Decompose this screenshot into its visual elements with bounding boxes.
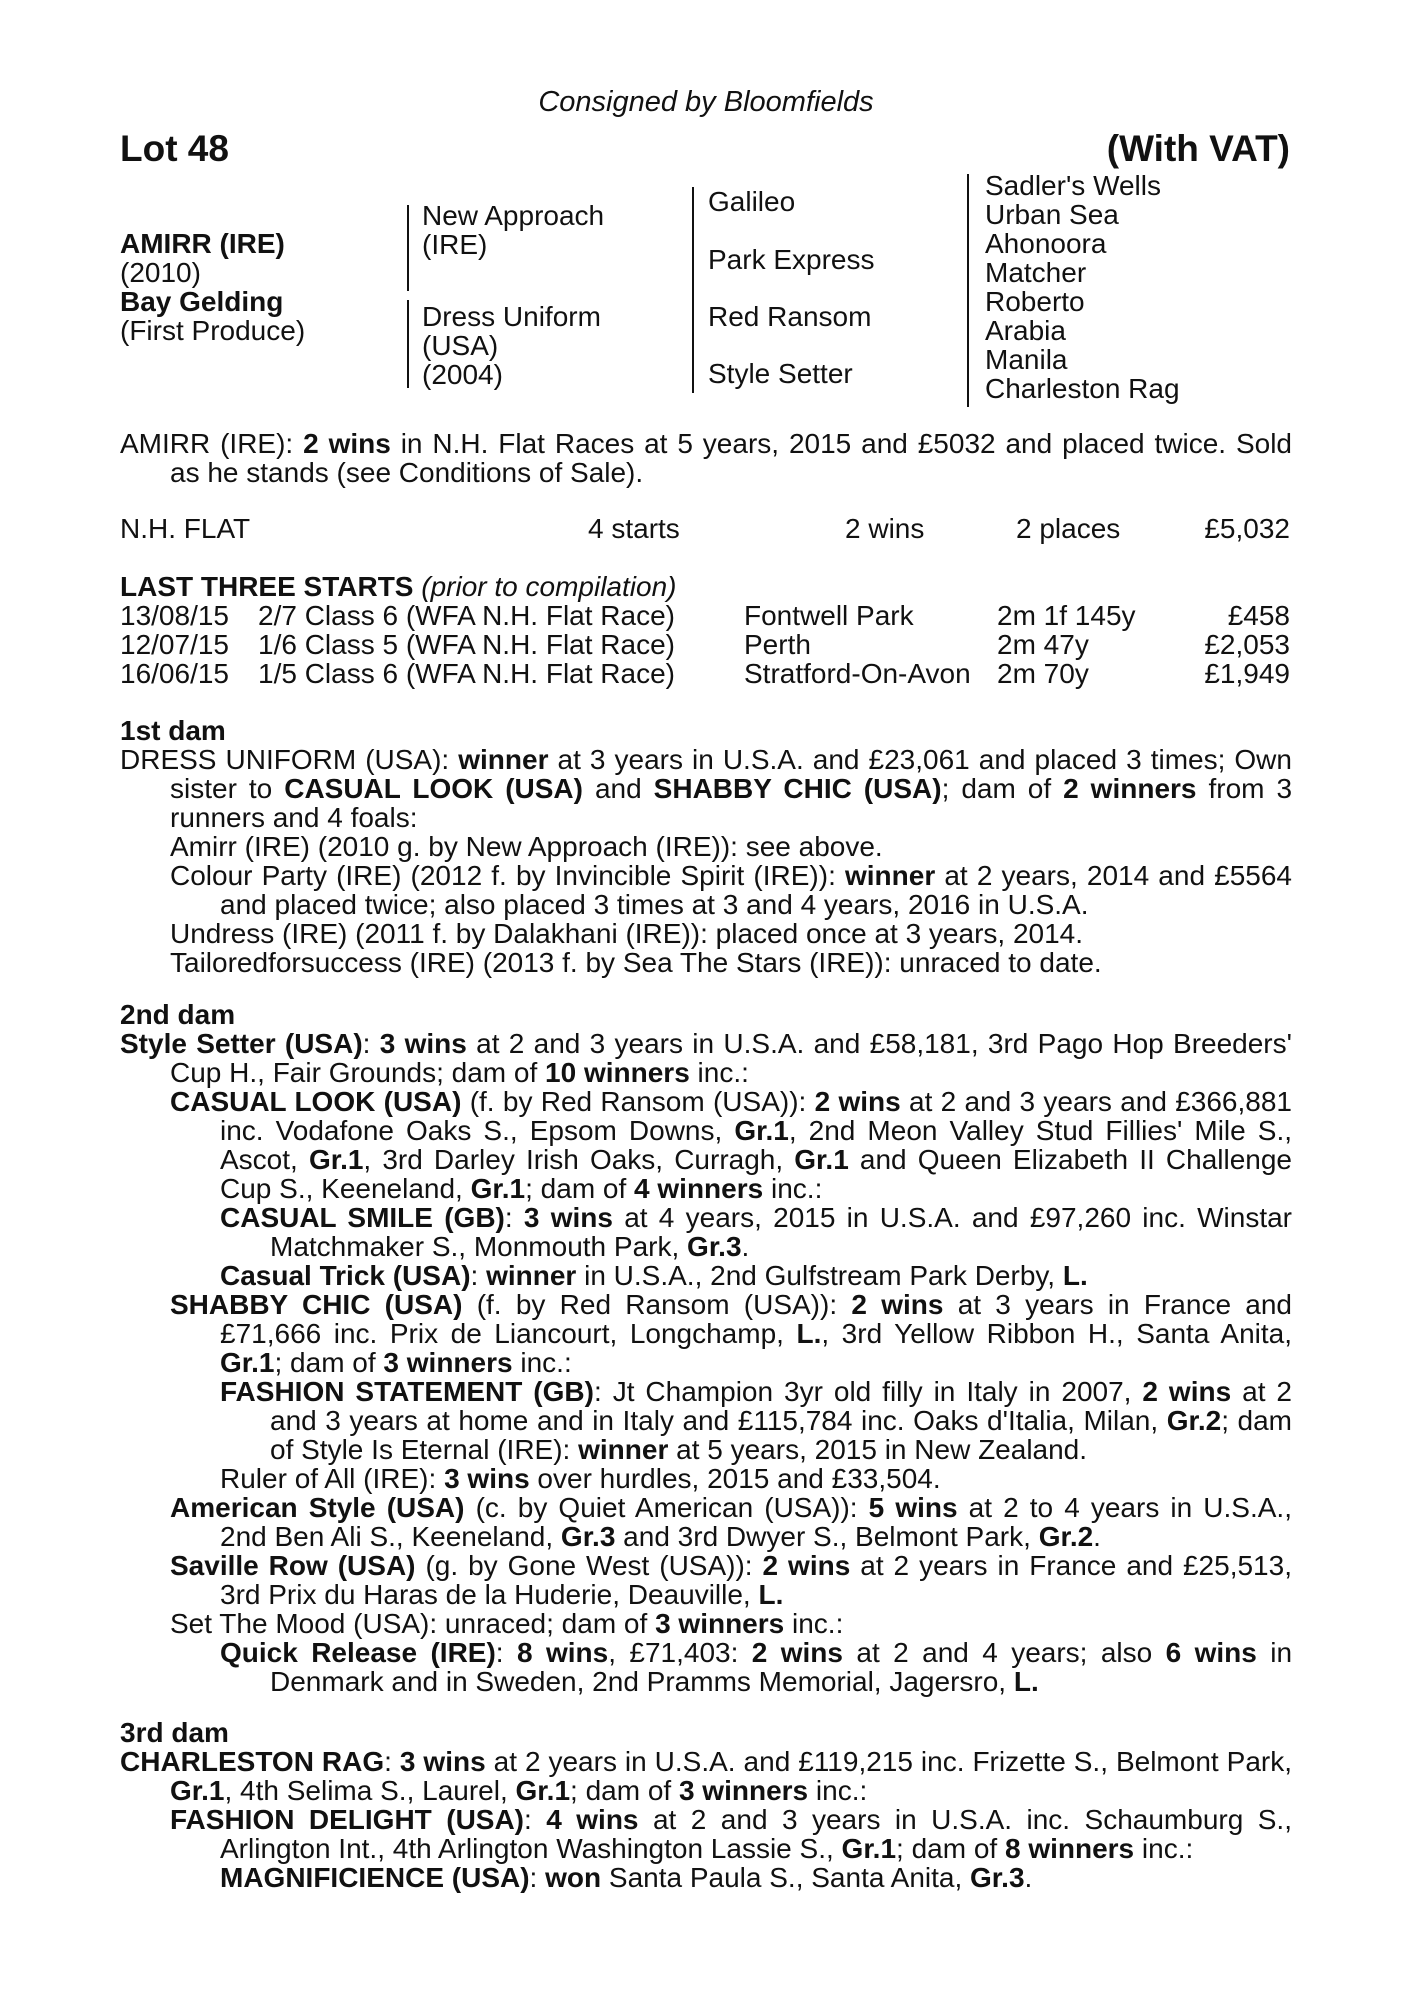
gen3-item: Arabia: [985, 315, 1066, 346]
produce-entry: [120, 1805, 1292, 1863]
txt: inc.:: [1134, 1833, 1194, 1864]
produce-entry: Undress (IRE) (2011 f. by Dalakhani (IRE)): placed once at 3 years, 2014.: [170, 918, 1084, 949]
record-wins: 2 wins: [845, 513, 925, 544]
txt: ; dam of: [941, 773, 1064, 804]
second-dam-para: [120, 1029, 1292, 1087]
txt: at 3 years in U.S.A. and £23,061 and placed 3 times; Own sister to: [170, 744, 1292, 804]
txt: (g. by Gone West (USA)):: [415, 1550, 763, 1581]
txt-bold: SHABBY CHIC (USA): [170, 1289, 463, 1320]
txt: and: [582, 773, 654, 804]
txt-bold: Gr.1: [170, 1775, 225, 1806]
start-prize: £458: [1227, 600, 1290, 631]
txt: inc.:: [784, 1608, 844, 1639]
txt-bold: CHARLESTON RAG: [120, 1746, 385, 1777]
last-three-title: LAST THREE STARTS: [120, 571, 414, 602]
txt: , 3rd Darley Irish Oaks, Curragh,: [363, 1144, 795, 1175]
gen3-item: Ahonoora: [985, 228, 1107, 259]
gen2-item: Park Express: [708, 244, 875, 275]
txt: and 3rd Dwyer S., Belmont Park,: [615, 1521, 1039, 1552]
txt: inc.:: [512, 1347, 572, 1378]
txt-bold: 2 wins: [814, 1086, 901, 1117]
pedigree-sire: [422, 201, 604, 259]
record-label: N.H. FLAT: [120, 513, 251, 544]
txt: at 2 years in France and £25,513, 3rd Prix du Haras de la Huderie, Deauville,: [220, 1550, 1292, 1610]
txt-bold: 2 wins: [851, 1289, 944, 1320]
gen2-item: Red Ransom: [708, 301, 872, 332]
txt: :: [470, 1260, 487, 1291]
gen3-item: Roberto: [985, 286, 1085, 317]
txt-bold: Gr.1: [220, 1347, 275, 1378]
txt: .: [1093, 1521, 1101, 1552]
second-dam-heading: 2nd dam: [120, 999, 236, 1030]
record-earnings: £5,032: [1204, 513, 1290, 544]
txt: at 2 years in U.S.A. and £119,215 inc. Frizette S., Belmont Park,: [485, 1746, 1292, 1777]
txt: :: [529, 1862, 546, 1893]
txt-bold: Gr.3: [560, 1521, 616, 1552]
txt: Set The Mood (USA): unraced; dam of: [170, 1608, 656, 1639]
txt: at 4 years, 2015 in U.S.A. and £97,260 inc. Winstar Matchmaker S., Monmouth Park,: [270, 1202, 1292, 1262]
txt-bold: 3 wins: [379, 1028, 467, 1059]
txt-bold: winner: [486, 1260, 577, 1291]
gen2-item: Galileo: [708, 186, 796, 217]
txt-bold: 2 wins: [1142, 1376, 1232, 1407]
gen3-item: Sadler's Wells: [985, 170, 1161, 201]
third-dam-heading: 3rd dam: [120, 1717, 229, 1748]
gen3-item: Manila: [985, 344, 1068, 375]
start-prize: £2,053: [1204, 629, 1290, 660]
txt: , 3rd Yellow Ribbon H., Santa Anita,: [821, 1318, 1292, 1349]
txt-bold: 3 winners: [678, 1775, 809, 1806]
txt-bold: L.: [758, 1579, 784, 1610]
lot-number: Lot 48: [120, 128, 229, 169]
txt: in Denmark and in Sweden, 2nd Pramms Memorial, Jagersro,: [270, 1637, 1293, 1697]
produce-entry: [120, 1551, 1292, 1609]
txt-bold: 3 wins: [399, 1746, 486, 1777]
txt-bold: 5 wins: [868, 1492, 958, 1523]
vat-label: (With VAT): [1106, 128, 1290, 169]
txt-bold: L.: [1062, 1260, 1088, 1291]
txt-bold: MAGNIFICIENCE (USA): [220, 1862, 530, 1893]
start-course: Perth: [744, 629, 811, 660]
pedigree-gen3: [985, 171, 1180, 403]
third-dam-para: [120, 1747, 1292, 1805]
txt-bold: Style Setter (USA): [120, 1028, 363, 1059]
txt-bold: CASUAL LOOK (USA): [284, 773, 583, 804]
gen3-item: Matcher: [985, 257, 1087, 288]
dam-country: (USA): [422, 330, 499, 361]
start-distance: 2m 70y: [997, 658, 1089, 689]
start-date: 16/06/15: [120, 658, 229, 689]
txt: over hurdles, 2015 and £33,504.: [529, 1463, 941, 1494]
txt: :: [384, 1746, 400, 1777]
txt: :: [362, 1028, 380, 1059]
pedigree-line-sire: [407, 205, 409, 291]
dam-name: Dress Uniform: [422, 301, 601, 332]
start-distance: 2m 1f 145y: [997, 600, 1136, 631]
start-course: Fontwell Park: [744, 600, 914, 631]
txt-bold: FASHION STATEMENT (GB): [220, 1376, 594, 1407]
produce-entry: [120, 1087, 1292, 1203]
start-date: 13/08/15: [120, 600, 229, 631]
txt-bold: 3 wins: [444, 1463, 530, 1494]
txt: and Queen Elizabeth II Challenge Cup S., Keeneland,: [220, 1144, 1292, 1204]
txt: , £71,403:: [608, 1637, 752, 1668]
txt: Colour Party (IRE) (2012 f. by Invincible Spirit (IRE)):: [170, 860, 845, 891]
txt: : Jt Champion 3yr old filly in Italy in 2007,: [593, 1376, 1143, 1407]
txt: .: [1024, 1862, 1033, 1893]
produce-entry: [120, 861, 1292, 919]
horse-identity: [120, 229, 305, 345]
record-starts: 4 starts: [588, 513, 680, 544]
produce-entry: Tailoredforsuccess (IRE) (2013 f. by Sea The Stars (IRE)): unraced to date.: [170, 947, 1102, 978]
txt-bold: 6 wins: [1165, 1637, 1257, 1668]
start-race: 1/5 Class 6 (WFA N.H. Flat Race): [258, 658, 675, 689]
txt-bold: Gr.3: [970, 1862, 1025, 1893]
txt-bold: winner: [844, 860, 936, 891]
dam-year: (2004): [422, 359, 503, 390]
produce-entry: [120, 1464, 1292, 1493]
txt-bold: 2 wins: [762, 1550, 851, 1581]
produce-entry: [120, 1290, 1292, 1377]
txt: .: [741, 1231, 750, 1262]
start-date: 12/07/15: [120, 629, 229, 660]
txt-bold: 8 winners: [1004, 1833, 1135, 1864]
txt: (c. by Quiet American (USA)):: [464, 1492, 869, 1523]
txt: ; dam of: [570, 1775, 679, 1806]
txt: at 2 and 3 years in U.S.A. and £58,181, 3rd Pago Hop Breeders' Cup H., Fair Grounds; dam of: [170, 1028, 1292, 1088]
start-course: Stratford-On-Avon: [744, 658, 971, 689]
pedigree-line-dam: [407, 300, 409, 388]
txt-bold: 4 wins: [546, 1804, 639, 1835]
txt-bold: winner: [458, 744, 549, 775]
txt: Santa Paula S., Santa Anita,: [601, 1862, 971, 1893]
txt-bold: won: [545, 1862, 602, 1893]
produce-entry: [120, 1609, 1292, 1638]
produce-entry: [120, 1203, 1292, 1261]
txt-bold: 4 winners: [634, 1173, 764, 1204]
first-dam-heading: 1st dam: [120, 715, 226, 746]
txt-bold: Gr.1: [515, 1775, 571, 1806]
txt: inc.:: [689, 1057, 749, 1088]
txt: at 2 to 4 years in U.S.A., 2nd Ben Ali S., Keeneland,: [220, 1492, 1292, 1552]
gen3-item: Charleston Rag: [985, 373, 1180, 404]
txt: at 5 years, 2015 in New Zealand.: [668, 1434, 1088, 1465]
txt-bold: Gr.2: [1038, 1521, 1094, 1552]
txt-bold: American Style (USA): [170, 1492, 465, 1523]
txt: at 2 years, 2014 and £5564 and placed twice; also placed 3 times at 3 and 4 years, 2016 in U.S.A.: [220, 860, 1293, 920]
sire-name: New Approach: [422, 200, 605, 231]
summary-name: AMIRR (IRE):: [120, 428, 304, 459]
txt-bold: 3 wins: [523, 1202, 613, 1233]
txt: inc.:: [808, 1775, 868, 1806]
horse-note: (First Produce): [120, 315, 306, 346]
start-prize: £1,949: [1204, 658, 1290, 689]
txt-bold: CASUAL LOOK (USA): [170, 1086, 462, 1117]
txt-bold: 2 wins: [751, 1637, 843, 1668]
sire-country: (IRE): [422, 229, 488, 260]
pedigree-line-gen2: [692, 187, 694, 393]
txt: ; dam of: [896, 1833, 1005, 1864]
txt-bold: CASUAL SMILE (GB): [220, 1202, 505, 1233]
txt: :: [524, 1804, 547, 1835]
txt-bold: Gr.1: [734, 1115, 789, 1146]
txt-bold: Gr.2: [1166, 1405, 1222, 1436]
txt: (f. by Red Ransom (USA)):: [461, 1086, 815, 1117]
txt-bold: Gr.3: [687, 1231, 742, 1262]
txt: at 3 years in France and £71,666 inc. Prix de Liancourt, Longchamp,: [220, 1289, 1292, 1349]
produce-entry: [120, 1377, 1292, 1464]
txt-bold: L.: [796, 1318, 822, 1349]
txt-bold: L.: [1013, 1666, 1039, 1697]
gen2-item: Style Setter: [708, 358, 853, 389]
record-places: 2 places: [1016, 513, 1121, 544]
consigned-by: Consigned by Bloomfields: [538, 86, 874, 118]
txt-bold: 3 winners: [383, 1347, 513, 1378]
txt-bold: Quick Release (IRE): [220, 1637, 496, 1668]
txt: Ruler of All (IRE):: [220, 1463, 445, 1494]
txt: at 2 and 3 years in U.S.A. inc. Schaumburg S., Arlington Int., 4th Arlington Washington Lassie S.,: [220, 1804, 1292, 1864]
horse-year: (2010): [120, 257, 201, 288]
txt-bold: 8 wins: [516, 1637, 609, 1668]
txt-bold: Casual Trick (USA): [220, 1260, 471, 1291]
pedigree-dam: [422, 302, 601, 389]
txt-bold: 10 winners: [545, 1057, 690, 1088]
produce-entry: Amirr (IRE) (2010 g. by New Approach (IRE)): see above.: [170, 831, 883, 862]
txt-bold: SHABBY CHIC (USA): [653, 773, 942, 804]
start-distance: 2m 47y: [997, 629, 1089, 660]
txt-bold: winner: [578, 1434, 669, 1465]
summary-text: in N.H. Flat Races at 5 years, 2015 and £5032 and placed twice. Sold as he stands (see Conditions of Sale).: [170, 428, 1292, 488]
txt-bold: FASHION DELIGHT (USA): [170, 1804, 525, 1835]
horse-name: AMIRR (IRE): [120, 228, 285, 259]
txt: ; dam of: [525, 1173, 635, 1204]
txt-bold: Gr.1: [841, 1833, 897, 1864]
txt: in U.S.A., 2nd Gulfstream Park Derby,: [576, 1260, 1063, 1291]
txt-bold: Gr.1: [794, 1144, 849, 1175]
txt: (f. by Red Ransom (USA)):: [462, 1289, 852, 1320]
txt: DRESS UNIFORM (USA):: [120, 744, 459, 775]
first-dam-section: [120, 716, 1292, 977]
txt: at 2 and 4 years; also: [843, 1637, 1166, 1668]
txt-bold: 2 winners: [1063, 773, 1197, 804]
start-race: 1/6 Class 5 (WFA N.H. Flat Race): [258, 629, 675, 660]
start-race: 2/7 Class 6 (WFA N.H. Flat Race): [258, 600, 675, 631]
summary-wins: 2 wins: [303, 428, 391, 459]
produce-entry: [120, 1863, 1292, 1892]
txt: ; dam of Style Is Eternal (IRE):: [270, 1405, 1292, 1465]
txt: :: [495, 1637, 517, 1668]
txt: inc.:: [763, 1173, 823, 1204]
txt-bold: Saville Row (USA): [170, 1550, 416, 1581]
pedigree-line-gen3: [967, 174, 969, 407]
txt: at 2 and 3 years at home and in Italy and £115,784 inc. Oaks d'Italia, Milan,: [270, 1376, 1293, 1436]
txt: ; dam of: [274, 1347, 384, 1378]
last-three-heading: [120, 572, 676, 601]
first-dam-para: [120, 745, 1292, 832]
txt-bold: Gr.1: [470, 1173, 526, 1204]
txt: at 2 and 3 years and £366,881 inc. Vodafone Oaks S., Epsom Downs,: [220, 1086, 1292, 1146]
produce-entry: [120, 1638, 1292, 1696]
summary-paragraph: [120, 429, 1292, 487]
txt-bold: 3 winners: [655, 1608, 785, 1639]
last-three-subtitle: (prior to compilation): [413, 571, 677, 602]
txt: , 2nd Meon Valley Stud Fillies' Mile S., Ascot,: [220, 1115, 1292, 1175]
txt-bold: Gr.1: [308, 1144, 364, 1175]
third-dam-section: [120, 1718, 1292, 1892]
txt: from 3 runners and 4 foals:: [170, 773, 1293, 833]
gen3-item: Urban Sea: [985, 199, 1119, 230]
horse-sex: Bay Gelding: [120, 286, 284, 317]
txt: , 4th Selima S., Laurel,: [224, 1775, 516, 1806]
produce-entry: [120, 1493, 1292, 1551]
produce-entry: [120, 1261, 1292, 1290]
second-dam-section: [120, 1000, 1292, 1696]
txt: :: [504, 1202, 524, 1233]
summary: [120, 429, 1292, 487]
